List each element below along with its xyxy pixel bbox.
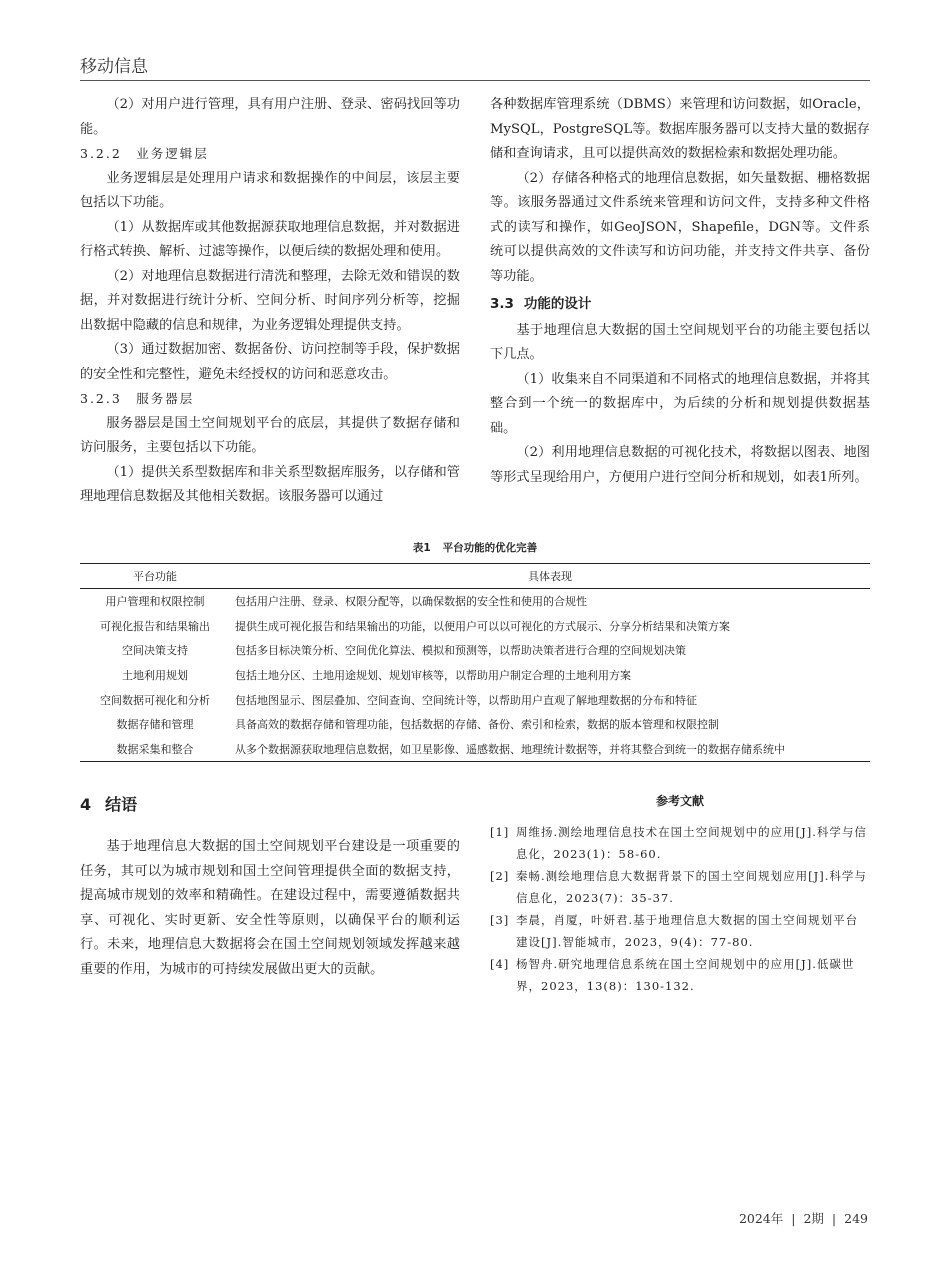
reference-text: 周维扬.测绘地理信息技术在国土空间规划中的应用[J].科学与信息化，2023(1)：58-60. (516, 825, 867, 861)
paragraph: （1）从数据库或其他数据源获取地理信息数据，并对数据进行格式转换、解析、过滤等操作，以便后续的数据处理和使用。 (80, 219, 460, 259)
table-row (80, 712, 870, 737)
reference-item (490, 821, 870, 865)
paragraph: （1）收集来自不同渠道和不同格式的地理信息数据，并将其整合到一个统一的数据库中，为后续的分析和规划提供数据基础。 (490, 371, 870, 436)
table-1 (80, 540, 870, 762)
references-section (490, 792, 870, 997)
header-rule (80, 80, 870, 81)
table-cell: 包括用户注册、登录、权限分配等，以确保数据的安全性和使用的合规性 (235, 595, 587, 609)
reference-item (490, 953, 870, 997)
table-caption (80, 540, 870, 555)
function-table (80, 563, 870, 762)
table-row (80, 737, 870, 762)
table-cell: 包括多目标决策分析、空间优化算法、模拟和预测等，以帮助决策者进行合理的空间规划决策 (235, 644, 686, 658)
paragraph: 基于地理信息大数据的国土空间规划平台的功能主要包括以下几点。 (490, 322, 870, 362)
reference-item (490, 865, 870, 909)
reference-number: [1] (490, 825, 510, 839)
table-cell: 用户管理和权限控制 (105, 595, 205, 609)
right-column (490, 93, 870, 490)
paragraph: （2）对地理信息数据进行清洗和整理，去除无效和错误的数据，并对数据进行统计分析、空间分析、时间序列分析等，挖掘出数据中隐藏的信息和规律，为业务逻辑处理提供支持。 (80, 268, 460, 333)
page-footer (739, 1209, 868, 1227)
table-header-row (80, 564, 870, 589)
paragraph: （2）存储各种格式的地理信息数据，如矢量数据、栅格数据等。该服务器通过文件系统来管理和访问文件，支持多种文件格式的读写和操作，如GeoJSON，Shapefile，DGN等。文件系统可以提供高效的文件读写和访问功能，并支持文件共享、备份等功能。 (490, 170, 870, 284)
table-cell: 提供生成可视化报告和结果输出的功能，以便用户可以以可视化的方式展示、分享分析结果和决策方案 (235, 619, 730, 633)
table-cell: 空间决策支持 (122, 644, 188, 658)
reference-item (490, 909, 870, 953)
reference-text: 杨智舟.研究地理信息系统在国土空间规划中的应用[J].低碳世界，2023，13(8)：130-132. (516, 957, 855, 993)
column-header: 平台功能 (133, 570, 177, 583)
paragraph: 服务器层是国土空间规划平台的底层，其提供了数据存储和访问服务，主要包括以下功能。 (80, 415, 460, 455)
subsection-heading-3-2-2: 3.2.2 业务逻辑层 (80, 146, 209, 161)
section-title: 结语 (105, 795, 138, 814)
table-cell: 可视化报告和结果输出 (100, 619, 210, 633)
subsection-heading-3-2-3: 3.2.3 服务器层 (80, 391, 195, 406)
left-column (80, 93, 460, 510)
table-cell: 包括土地分区、土地用途规划、规划审核等，以帮助用户制定合理的土地利用方案 (235, 669, 631, 683)
reference-number: [3] (490, 913, 510, 927)
table-label: 表1 (412, 542, 431, 554)
footer-separator: | (791, 1211, 796, 1226)
table-cell: 数据采集和整合 (116, 742, 194, 756)
table-row (80, 663, 870, 688)
section-number: 4 (80, 795, 92, 814)
table-cell: 土地利用规划 (122, 669, 188, 683)
reference-text: 秦畅.测绘地理信息大数据背景下的国土空间规划应用[J].科学与信息化，2023(7)：35-37. (516, 869, 867, 905)
paragraph: 各种数据库管理系统（DBMS）来管理和访问数据，如Oracle，MySQL，PostgreSQL等。数据库服务器可以支持大量的数据存储和查询请求，且可以提供高效的数据检索和数据处理功能。 (490, 97, 870, 161)
table-cell: 从多个数据源获取地理信息数据，如卫星影像、遥感数据、地理统计数据等，并将其整合到统一的数据存储系统中 (235, 742, 785, 756)
footer-issue: 2期 (803, 1211, 824, 1226)
section-heading-3-3 (490, 292, 870, 317)
table-cell: 包括地图显示、图层叠加、空间查询、空间统计等，以帮助用户直观了解地理数据的分布和特征 (235, 693, 697, 707)
table-caption-text: 平台功能的优化完善 (442, 542, 538, 554)
table-row (80, 638, 870, 663)
table-cell: 具备高效的数据存储和管理功能，包括数据的存储、备份、索引和检索，数据的版本管理和权限控制 (235, 718, 719, 732)
paragraph: 基于地理信息大数据的国土空间规划平台建设是一项重要的任务，其可以为城市规划和国土空间管理提供全面的数据支持，提高城市规划的效率和精确性。在建设过程中，需要遵循数据共享、可视化、实时更新、安全性等原则，以确保平台的顺利运行。未来，地理信息大数据将会在国土空间规划领域发挥越来越重要的作用，为城市的可持续发展做出更大的贡献。 (80, 839, 460, 977)
footer-separator: | (831, 1211, 837, 1226)
table-row (80, 687, 870, 712)
section-title: 功能的设计 (523, 296, 592, 312)
paragraph: 业务逻辑层是处理用户请求和数据操作的中间层，该层主要包括以下功能。 (80, 170, 460, 210)
paragraph: （1）提供关系型数据库和非关系型数据库服务，以存储和管理地理信息数据及其他相关数据。该服务器可以通过 (80, 464, 460, 504)
footer-year: 2024年 (738, 1211, 784, 1226)
reference-number: [4] (490, 957, 510, 971)
table-cell: 数据存储和管理 (116, 718, 194, 732)
paragraph: （2）利用地理信息数据的可视化技术，将数据以图表、地图等形式呈现给用户，方便用户进行空间分析和规划，如表1所列。 (490, 445, 870, 485)
reference-number: [2] (490, 869, 510, 883)
conclusion-section (80, 792, 460, 982)
table-row (80, 614, 870, 639)
reference-text: 李晨，肖厦，叶妍君.基于地理信息大数据的国土空间规划平台建设[J].智能城市，2023，9(4)：77-80. (516, 913, 859, 949)
table-row (80, 589, 870, 614)
paragraph: （2）对用户进行管理，具有用户注册、登录、密码找回等功能。 (80, 97, 460, 137)
journal-title: 移动信息 (80, 57, 148, 77)
column-header: 具体表现 (528, 570, 572, 583)
footer-page-number: 249 (844, 1211, 868, 1226)
section-heading-4 (80, 792, 460, 815)
paragraph: （3）通过数据加密、数据备份、访问控制等手段，保护数据的安全性和完整性，避免未经授权的访问和恶意攻击。 (80, 342, 460, 382)
table-cell: 空间数据可视化和分析 (100, 693, 210, 707)
section-number: 3.3 (490, 296, 514, 312)
references-title: 参考文献 (655, 794, 704, 808)
